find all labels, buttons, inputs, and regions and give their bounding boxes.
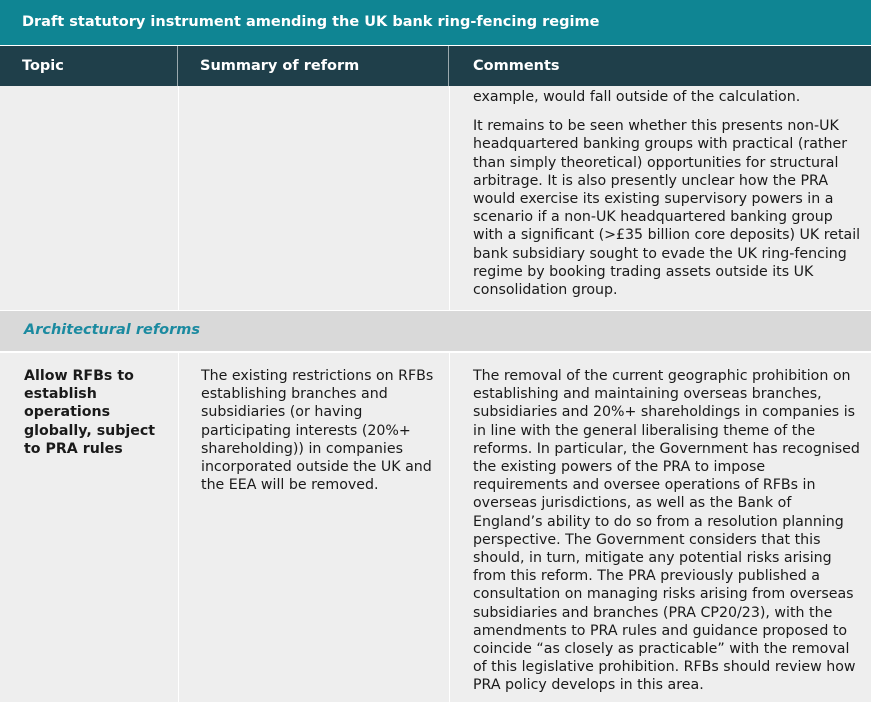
column-header-summary: Summary of reform (178, 46, 449, 86)
summary-cell: The existing restrictions on RFBs establishing branches and subsidiaries (or having participating interests (20%+ shareholding)) in companies incorporated outside the UK and the EEA will be removed. (201, 368, 434, 494)
table-header-row (0, 46, 871, 86)
table-row (0, 353, 871, 702)
column-divider (178, 353, 179, 702)
section-heading: Architectural reforms (0, 311, 871, 351)
column-header-topic: Topic (0, 46, 178, 86)
column-header-comments: Comments (473, 58, 560, 74)
topic-cell: Allow RFBs to establish operations globally, subject to PRA rules (24, 368, 156, 457)
column-divider (449, 353, 450, 702)
comments-cell (473, 88, 861, 299)
comment-paragraph: example, would fall outside of the calculation. (473, 89, 801, 105)
column-divider (449, 86, 450, 310)
comments-cell: The removal of the current geographic prohibition on establishing and maintaining overseas branches, subsidiaries and 20%+ shareholdings in companies is in line with the general liberalising theme of the reforms. In particular, the Government has recognised the existing powers of the PRA to impose requirements and oversee operations of RFBs in overseas jurisdictions, as well as the Bank of England’s ability to do so from a resolution planning perspective. The Government considers that this should, in turn, mitigate any potential risks arising from this reform. The PRA previously published a consultation on managing risks arising from overseas subsidiaries and branches (PRA CP20/23), with the amendments to PRA rules and guidance proposed to coincide “as closely as practicable” with the removal of this legislative prohibition. RFBs should review how PRA policy develops in this area. (473, 368, 860, 694)
table-row (0, 86, 871, 310)
column-divider (178, 86, 179, 310)
comment-paragraph: It remains to be seen whether this presents non-UK headquartered banking groups with practical (rather than simply theoretical) opportunities for structural arbitrage. It is also presently unclear how the PRA would exercise its existing supervisory powers in a scenario if a non-UK headquartered banking group with a significant (>£35 billion core deposits) UK retail bank subsidiary sought to evade the UK ring-fencing regime by booking trading assets outside its UK consolidation group. (473, 118, 861, 299)
table-title: Draft statutory instrument amending the UK bank ring-fencing regime (0, 0, 871, 45)
